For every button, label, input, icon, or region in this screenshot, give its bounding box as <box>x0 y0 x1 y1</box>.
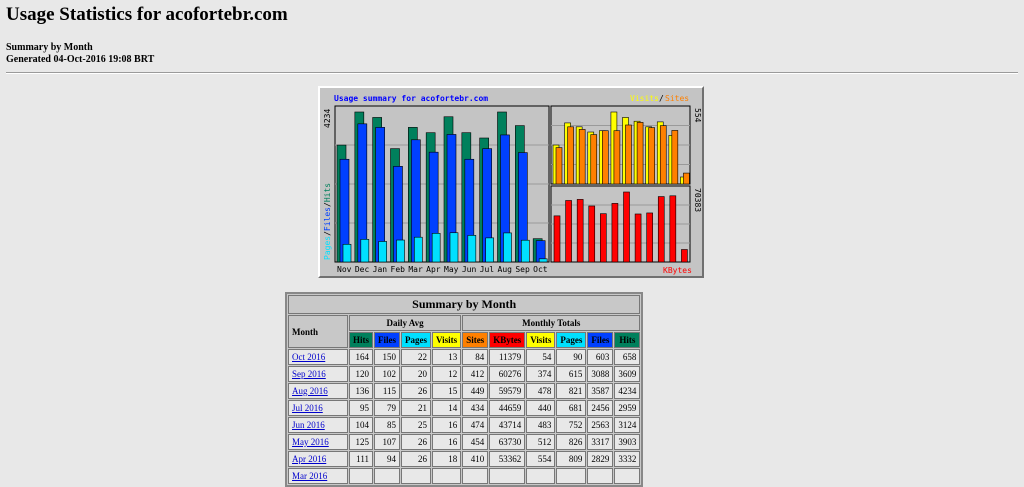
cell-hits: 2959 <box>614 400 640 416</box>
cell-d-pages: 26 <box>401 451 431 467</box>
month-cell <box>288 417 348 433</box>
cell-d-files: 85 <box>374 417 400 433</box>
cell-d-pages: 22 <box>401 349 431 365</box>
cell-d-pages: 21 <box>401 400 431 416</box>
cell-hits: 3609 <box>614 366 640 382</box>
daily-col-visits: Visits <box>432 332 461 348</box>
cell-kbytes <box>489 468 525 484</box>
month-label-jan: Jan <box>372 265 388 274</box>
cell-kbytes: 63730 <box>489 434 525 450</box>
month-label-feb: Feb <box>390 265 405 274</box>
cell-d-pages: 26 <box>401 434 431 450</box>
usage-graph-svg <box>320 88 702 276</box>
cell-d-visits: 12 <box>432 366 461 382</box>
bar-pages-aug <box>504 233 512 262</box>
daily-col-pages: Pages <box>401 332 431 348</box>
left-axis-legend: Pages/Files/Hits <box>323 182 332 260</box>
bar-pages-dec <box>361 239 369 262</box>
month-label-nov: Nov <box>337 265 352 274</box>
month-cell <box>288 400 348 416</box>
table-row <box>288 451 640 467</box>
cell-files: 3088 <box>587 366 613 382</box>
cell-d-visits: 18 <box>432 451 461 467</box>
table-row <box>288 400 640 416</box>
cell-visits: 483 <box>526 417 555 433</box>
cell-sites: 412 <box>462 366 488 382</box>
cell-files: 2829 <box>587 451 613 467</box>
monthly-col-sites: Sites <box>462 332 488 348</box>
bar-sites-apr <box>614 131 620 184</box>
cell-d-visits: 14 <box>432 400 461 416</box>
cell-d-visits: 16 <box>432 417 461 433</box>
cell-d-files: 150 <box>374 349 400 365</box>
monthly-totals-header: Monthly Totals <box>462 315 640 331</box>
cell-d-hits <box>349 468 373 484</box>
cell-d-hits: 104 <box>349 417 373 433</box>
bar-kbytes-oct <box>681 250 687 262</box>
cell-files: 3587 <box>587 383 613 399</box>
cell-sites: 434 <box>462 400 488 416</box>
right-top-max: 554 <box>693 108 702 123</box>
cell-pages: 752 <box>556 417 586 433</box>
horizontal-rule <box>6 72 1018 74</box>
cell-pages: 615 <box>556 366 586 382</box>
month-cell <box>288 349 348 365</box>
cell-sites: 84 <box>462 349 488 365</box>
month-link[interactable]: Oct 2016 <box>292 352 326 362</box>
daily-avg-header: Daily Avg <box>349 315 461 331</box>
cell-d-pages: 25 <box>401 417 431 433</box>
bar-kbytes-jan <box>577 199 583 262</box>
bar-sites-sep <box>672 130 678 184</box>
cell-files: 2456 <box>587 400 613 416</box>
bar-sites-nov <box>556 148 562 184</box>
bar-pages-sep <box>521 240 529 262</box>
month-cell <box>288 366 348 382</box>
table-row <box>288 366 640 382</box>
month-label-mar: Mar <box>408 265 423 274</box>
table-row <box>288 383 640 399</box>
cell-hits: 3124 <box>614 417 640 433</box>
cell-visits: 478 <box>526 383 555 399</box>
month-cell <box>288 383 348 399</box>
table-title: Summary by Month <box>288 295 640 314</box>
cell-files <box>587 468 613 484</box>
bar-kbytes-sep <box>670 196 676 262</box>
cell-d-hits: 120 <box>349 366 373 382</box>
daily-col-hits: Hits <box>349 332 373 348</box>
month-link[interactable]: Mar 2016 <box>292 471 328 481</box>
cell-pages: 681 <box>556 400 586 416</box>
month-label-oct: Oct <box>533 265 548 274</box>
cell-d-files: 115 <box>374 383 400 399</box>
cell-files: 3317 <box>587 434 613 450</box>
cell-d-hits: 111 <box>349 451 373 467</box>
cell-hits: 658 <box>614 349 640 365</box>
bar-pages-may <box>450 233 458 262</box>
bar-kbytes-apr <box>612 203 618 262</box>
cell-kbytes: 44659 <box>489 400 525 416</box>
cell-kbytes: 59579 <box>489 383 525 399</box>
cell-d-hits: 136 <box>349 383 373 399</box>
month-link[interactable]: Apr 2016 <box>292 454 327 464</box>
monthly-col-files: Files <box>587 332 613 348</box>
bar-sites-jul <box>649 128 655 184</box>
legend-sites: Sites <box>665 94 690 103</box>
month-label-jun: Jun <box>461 265 477 274</box>
monthly-col-kbytes: KBytes <box>489 332 525 348</box>
cell-visits: 512 <box>526 434 555 450</box>
cell-visits: 554 <box>526 451 555 467</box>
table-row <box>288 349 640 365</box>
table-row <box>288 417 640 433</box>
left-axis-max: 4234 <box>323 108 332 128</box>
usage-summary-graph <box>318 86 704 278</box>
cell-files: 2563 <box>587 417 613 433</box>
month-cell <box>288 468 348 484</box>
cell-sites: 454 <box>462 434 488 450</box>
cell-d-pages: 26 <box>401 383 431 399</box>
bar-pages-feb <box>397 240 405 262</box>
cell-pages: 826 <box>556 434 586 450</box>
cell-d-visits: 13 <box>432 349 461 365</box>
bar-sites-oct <box>683 173 689 184</box>
cell-d-hits: 125 <box>349 434 373 450</box>
monthly-col-hits: Hits <box>614 332 640 348</box>
cell-sites: 474 <box>462 417 488 433</box>
bar-sites-mar <box>602 131 608 184</box>
right-bottom-max: 70383 <box>693 188 702 213</box>
cell-pages: 809 <box>556 451 586 467</box>
table-group-header-row <box>288 315 640 331</box>
cell-d-files: 102 <box>374 366 400 382</box>
cell-sites: 410 <box>462 451 488 467</box>
monthly-col-pages: Pages <box>556 332 586 348</box>
month-cell <box>288 451 348 467</box>
bar-kbytes-aug <box>658 197 664 262</box>
cell-d-pages <box>401 468 431 484</box>
cell-d-pages: 20 <box>401 366 431 382</box>
cell-visits: 440 <box>526 400 555 416</box>
summary-by-month-table <box>285 292 643 487</box>
cell-visits <box>526 468 555 484</box>
cell-d-files: 107 <box>374 434 400 450</box>
cell-d-hits: 164 <box>349 349 373 365</box>
cell-d-files <box>374 468 400 484</box>
legend-visits: Visits <box>630 94 659 103</box>
cell-kbytes: 53362 <box>489 451 525 467</box>
bar-kbytes-nov <box>554 216 560 262</box>
cell-hits: 3903 <box>614 434 640 450</box>
bar-pages-jan <box>379 241 387 262</box>
bar-pages-oct <box>539 259 547 262</box>
page-title: Usage Statistics for acofortebr.com <box>6 4 288 25</box>
bar-sites-jun <box>637 122 643 184</box>
bar-kbytes-jun <box>635 214 641 262</box>
cell-d-visits: 15 <box>432 383 461 399</box>
cell-hits <box>614 468 640 484</box>
bar-pages-apr <box>432 233 440 262</box>
cell-files: 603 <box>587 349 613 365</box>
table-title-row <box>288 295 640 314</box>
cell-visits: 54 <box>526 349 555 365</box>
bar-sites-may <box>626 125 632 184</box>
cell-kbytes: 60276 <box>489 366 525 382</box>
legend-kbytes: KBytes <box>663 266 692 275</box>
generated-timestamp: Generated 04-Oct-2016 19:08 BRT <box>6 54 155 65</box>
bar-kbytes-jul <box>647 213 653 262</box>
cell-visits: 374 <box>526 366 555 382</box>
cell-d-files: 79 <box>374 400 400 416</box>
bar-pages-mar <box>414 237 422 262</box>
month-label-jul: Jul <box>479 265 495 274</box>
month-link[interactable]: Sep 2016 <box>292 369 326 379</box>
cell-kbytes: 43714 <box>489 417 525 433</box>
cell-d-files: 94 <box>374 451 400 467</box>
bar-sites-jan <box>579 129 585 184</box>
month-link[interactable]: Jul 2016 <box>292 403 323 413</box>
month-link[interactable]: Jun 2016 <box>292 420 325 430</box>
month-label-apr: Apr <box>426 265 441 274</box>
month-label-sep: Sep <box>515 265 530 274</box>
bar-sites-aug <box>660 126 666 184</box>
cell-sites <box>462 468 488 484</box>
bar-kbytes-dec <box>566 200 572 262</box>
bar-pages-nov <box>343 244 351 262</box>
bar-sites-feb <box>591 135 597 184</box>
cell-pages <box>556 468 586 484</box>
bar-kbytes-feb <box>589 206 595 262</box>
month-cell <box>288 434 348 450</box>
cell-hits: 3332 <box>614 451 640 467</box>
cell-hits: 4234 <box>614 383 640 399</box>
cell-pages: 90 <box>556 349 586 365</box>
cell-d-visits <box>432 468 461 484</box>
month-link[interactable]: Aug 2016 <box>292 386 328 396</box>
cell-sites: 449 <box>462 383 488 399</box>
table-row <box>288 434 640 450</box>
legend-sep: / <box>659 94 664 103</box>
bar-sites-dec <box>568 127 574 184</box>
daily-col-files: Files <box>374 332 400 348</box>
cell-pages: 821 <box>556 383 586 399</box>
summary-label: Summary by Month <box>6 42 93 53</box>
monthly-col-visits: Visits <box>526 332 555 348</box>
month-label-may: May <box>444 265 459 274</box>
cell-kbytes: 11379 <box>489 349 525 365</box>
bar-pages-jun <box>468 235 476 262</box>
bar-pages-jul <box>486 238 494 262</box>
month-link[interactable]: May 2016 <box>292 437 329 447</box>
month-header: Month <box>288 315 348 348</box>
month-label-dec: Dec <box>354 265 370 274</box>
bar-kbytes-may <box>624 192 630 262</box>
cell-d-hits: 95 <box>349 400 373 416</box>
graph-title: Usage summary for acofortebr.com <box>334 94 489 103</box>
table-row <box>288 468 640 484</box>
cell-d-visits: 16 <box>432 434 461 450</box>
bar-kbytes-mar <box>600 214 606 262</box>
month-label-aug: Aug <box>497 265 512 274</box>
